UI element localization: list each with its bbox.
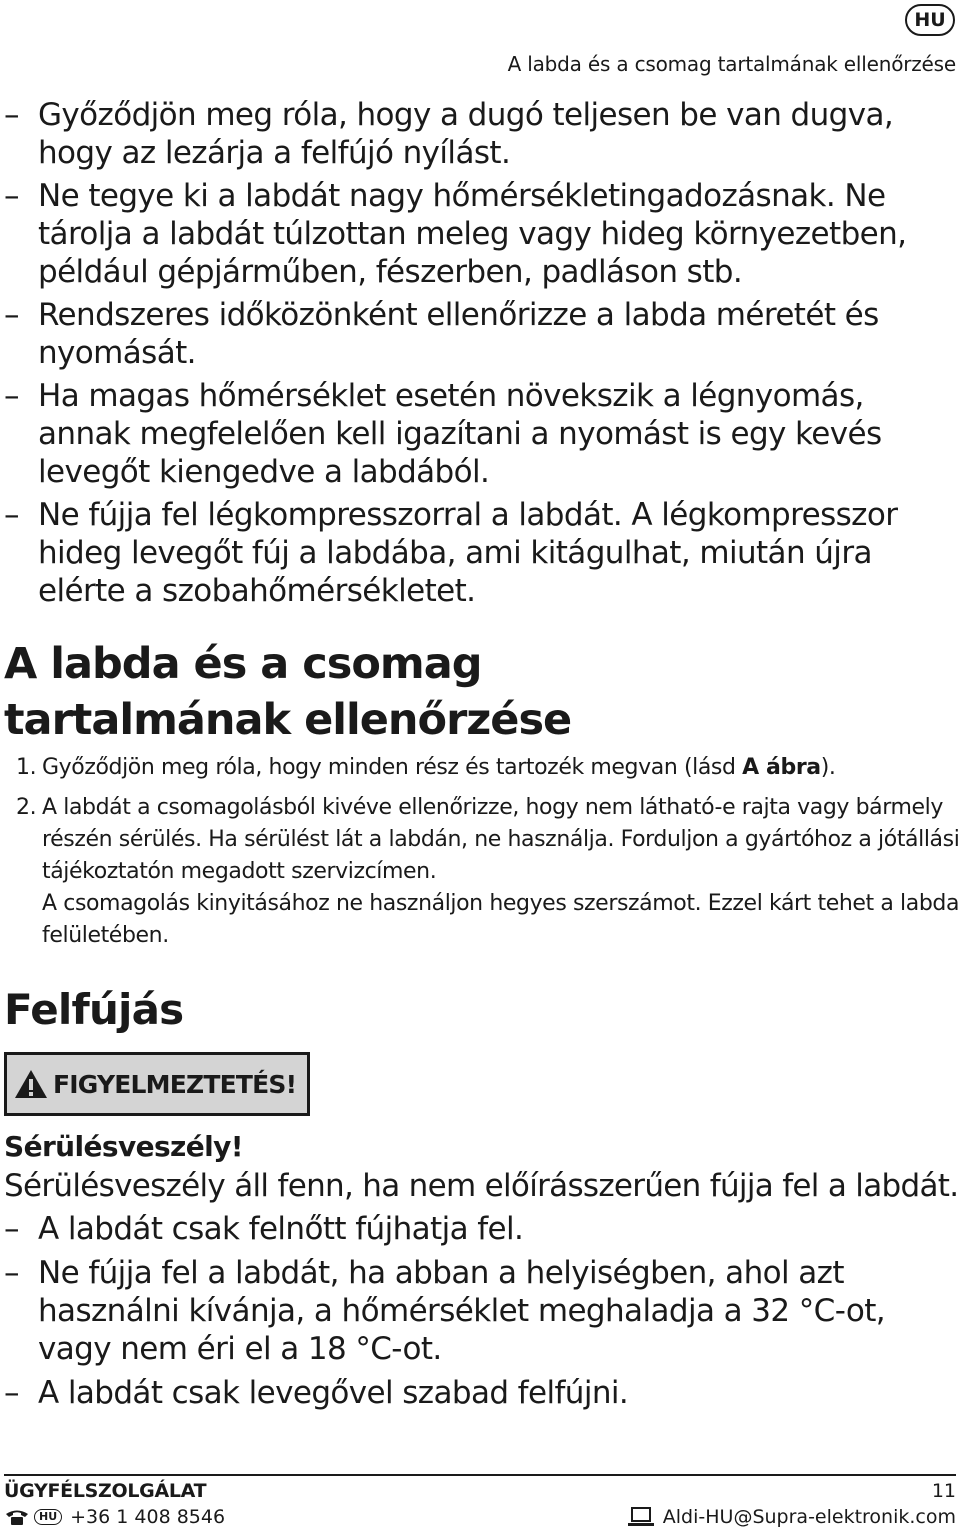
bullet-dash: –	[4, 497, 19, 533]
step-number: 2.	[16, 795, 37, 820]
warning-box	[4, 1052, 310, 1116]
list-item-text: Ne fújja fel légkompresszorral a labdát. A légkompresszor hideg levegőt fúj a labdába, ami kitágulhat, miután újra elérte a szobahőmérsékletet.	[38, 497, 898, 609]
list-item	[0, 1210, 960, 1248]
bullet-dash: –	[4, 1255, 19, 1291]
phone-icon	[4, 1508, 30, 1526]
step-text: A labdát a csomagolásból kivéve ellenőrizze, hogy nem látható-e rajta vagy bármely részén sérülés. Ha sérülést lát a labdán, ne használja. Forduljon a gyártóhoz a jótállási tájékoztatón megadott szervizcímen.	[42, 795, 960, 884]
bullet-list-top	[0, 96, 960, 615]
page-number: 11	[931, 1480, 956, 1502]
list-item	[0, 377, 960, 491]
list-item-text: Győződjön meg róla, hogy a dugó teljesen be van dugva, hogy az lezárja a felfújó nyílást.	[38, 97, 894, 171]
bullet-list-bottom	[0, 1210, 960, 1418]
list-item	[0, 1374, 960, 1412]
list-item	[0, 177, 960, 291]
bullet-dash: –	[4, 1375, 19, 1411]
list-item-text: A labdát csak felnőtt fújhatja fel.	[38, 1211, 524, 1247]
bullet-dash: –	[4, 178, 19, 214]
list-item-text: Ha magas hőmérséklet esetén növekszik a légnyomás, annak megfelelően kell igazítani a nyomást is egy kevés levegőt kiengedve a labdából.	[38, 378, 882, 490]
step-text-before: Győződjön meg róla, hogy minden rész és tartozék megvan (lásd	[42, 755, 743, 780]
danger-title: Sérülésveszély!	[4, 1130, 243, 1163]
step-text-note: A csomagolás kinyitásához ne használjon hegyes szerszámot. Ezzel kárt tehet a labda felületében.	[42, 891, 960, 948]
danger-text: Sérülésveszély áll fenn, ha nem előírásszerűen fújja fel a labdát.	[4, 1168, 959, 1204]
list-item-text: Ne tegye ki a labdát nagy hőmérsékletingadozásnak. Ne tárolja a labdát túlzottan meleg vagy hideg környezetben, például gépjárműben, fészerben, padláson stb.	[38, 178, 907, 290]
list-item-text: Ne fújja fel a labdát, ha abban a helyiségben, ahol azt használni kívánja, a hőmérséklet meghaladja a 32 °C-ot, vagy nem éri el a 18 °C-ot.	[38, 1255, 886, 1367]
footer-divider	[4, 1474, 956, 1476]
footer-email	[627, 1506, 956, 1528]
figure-reference: A ábra	[742, 755, 821, 780]
list-item	[0, 96, 960, 172]
footer-title: ÜGYFÉLSZOLGÁLAT	[4, 1480, 207, 1502]
list-item	[0, 496, 960, 610]
email-address: Aldi-HU@Supra-elektronik.com	[662, 1506, 956, 1528]
warning-triangle-icon	[13, 1068, 49, 1100]
bullet-dash: –	[4, 97, 19, 133]
step-item	[0, 792, 960, 952]
laptop-icon	[627, 1506, 655, 1528]
step-number: 1.	[16, 755, 37, 780]
list-item-text: A labdát csak levegővel szabad felfújni.	[38, 1375, 629, 1411]
bullet-dash: –	[4, 1211, 19, 1247]
numbered-steps	[0, 752, 960, 960]
step-text-after: ).	[820, 755, 836, 780]
running-head: A labda és a csomag tartalmának ellenőrzése	[507, 52, 956, 76]
phone-number: +36 1 408 8546	[70, 1506, 226, 1528]
bullet-dash: –	[4, 297, 19, 333]
inflate-title: Felfújás	[4, 985, 184, 1034]
warning-label: FIGYELMEZTETÉS!	[53, 1069, 297, 1099]
list-item	[0, 296, 960, 372]
country-badge: HU	[905, 4, 955, 36]
section-title: A labda és a csomag tartalmának ellenőrzése	[4, 639, 572, 745]
list-item	[0, 1254, 960, 1368]
bullet-dash: –	[4, 378, 19, 414]
list-item-text: Rendszeres időközönként ellenőrizze a labda méretét és nyomását.	[38, 297, 879, 371]
footer-phone	[4, 1506, 225, 1528]
step-item	[0, 752, 960, 784]
phone-country-badge: HU	[34, 1509, 62, 1525]
